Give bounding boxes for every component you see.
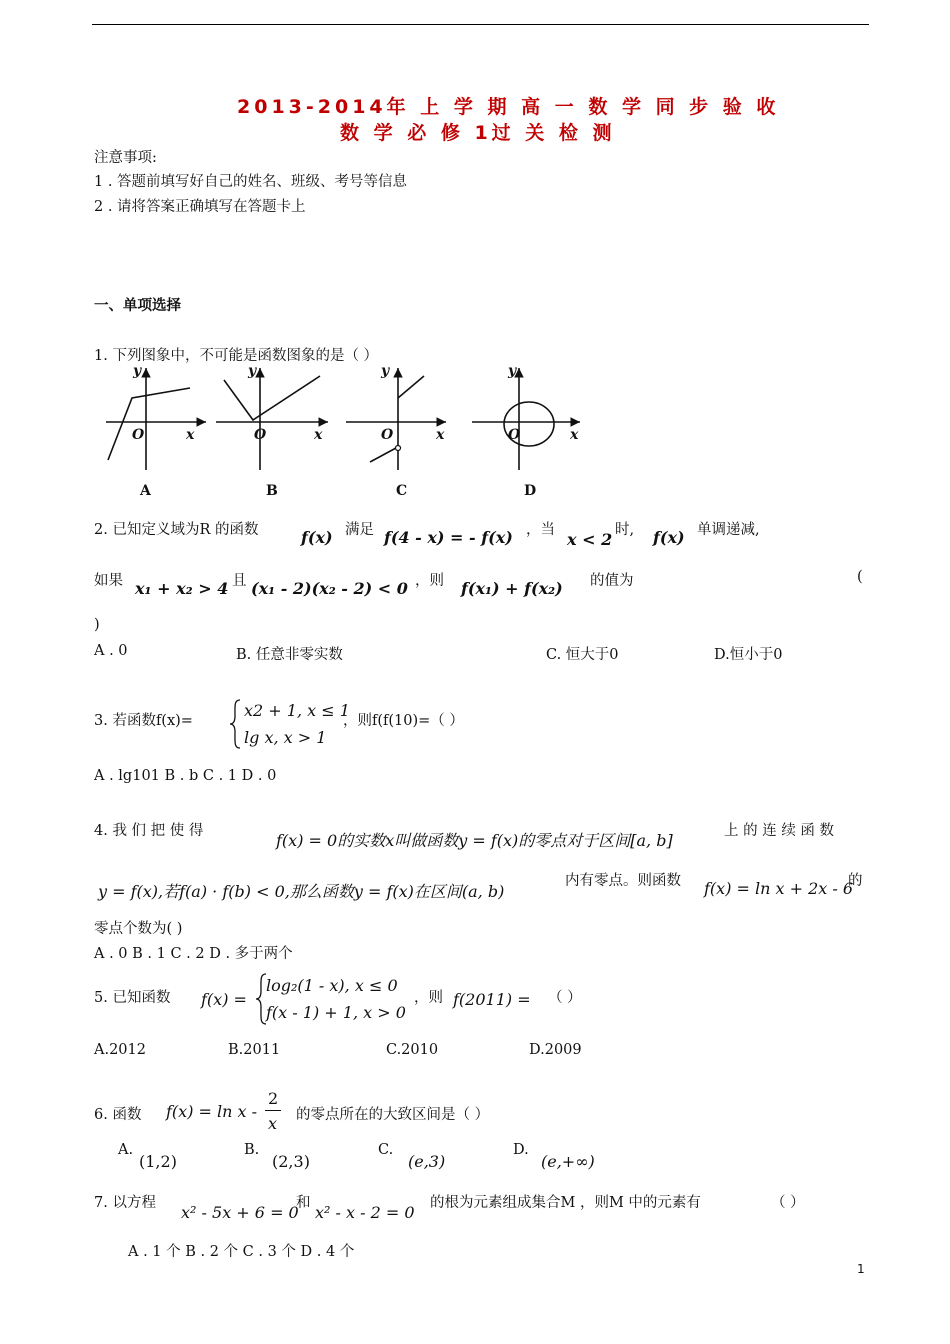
q3-brace (228, 698, 242, 750)
q5-option-b: B.2011 (228, 1042, 281, 1058)
q3-case-2: lg x, x > 1 (244, 728, 327, 747)
q6-math-function: f(x) = ln x - (166, 1102, 258, 1121)
top-rule (92, 24, 869, 25)
q4-text-continuous: 上 的 连 续 函 数 (724, 823, 835, 839)
q4-math-function: f(x) = ln x + 2x - 6 (704, 879, 854, 898)
q7-paren: （ ） (771, 1195, 805, 1211)
q5-math-f2011: f(2011) = (453, 990, 531, 1009)
q1-origin-c: O (381, 427, 394, 443)
q6-option-d-letter: D. (513, 1142, 529, 1158)
q2-option-c: C. 恒大于0 (546, 647, 619, 663)
title-line-2: 数 学 必 修 1过 关 检 测 (340, 122, 616, 144)
q5-option-a: A.2012 (94, 1042, 146, 1058)
notes-item-1: 1 . 答题前填写好自己的姓名、班级、考号等信息 (94, 174, 408, 190)
q3-stem-start: 3. 若函数f(x)= (94, 713, 193, 729)
q1-axis-y-b: y (248, 363, 257, 379)
q1-label-b: B (266, 483, 278, 499)
q2-math-fsum: f(x₁) + f(x₂) (461, 579, 563, 598)
q6-fraction-bar (265, 1110, 281, 1111)
q2-option-d: D.恒小于0 (714, 647, 783, 663)
q6-stem-start: 6. 函数 (94, 1107, 142, 1123)
q6-fraction-numerator: 2 (268, 1089, 279, 1108)
q5-paren: （ ） (548, 990, 582, 1006)
q7-math-equation-2: x² - x - 2 = 0 (315, 1203, 415, 1222)
q7-options: A . 1 个 B . 2 个 C . 3 个 D . 4 个 (128, 1244, 355, 1260)
q4-text-has-zero: 内有零点。则函数 (565, 873, 681, 889)
notes-item-2: 2 . 请将答案正确填写在答题卡上 (94, 199, 306, 215)
q1-axis-y-c: y (381, 363, 390, 379)
q6-option-c-value: (e,3) (408, 1152, 446, 1171)
q1-origin-d: O (508, 427, 521, 443)
q7-math-equation-1: x² - 5x + 6 = 0 (181, 1203, 299, 1222)
q2-math-product: (x₁ - 2)(x₂ - 2) < 0 (251, 579, 408, 598)
q2-stem-start: 2. 已知定义域为R 的函数 (94, 522, 259, 538)
q2-math-x-lt-2: x < 2 (567, 530, 613, 549)
q4-math-definition: f(x) = 0的实数x叫做函数y = f(x)的零点对于区间[a, b] (276, 831, 673, 850)
q1-label-a: A (140, 483, 151, 499)
q3-stem-end: ，则f(f(10)=（ ） (343, 713, 464, 729)
q2-text-then: ，则 (415, 573, 444, 589)
q1-origin-b: O (254, 427, 267, 443)
q6-option-a-letter: A. (118, 1142, 134, 1158)
q2-math-symmetry: f(4 - x) = - f(x) (384, 528, 513, 547)
q7-stem-end: 的根为元素组成集合M ，则M 中的元素有 (430, 1195, 701, 1211)
q5-case-1: log₂(1 - x), x ≤ 0 (266, 976, 398, 995)
q6-option-a-value: (1,2) (139, 1152, 177, 1171)
q4-stem-end: 零点个数为( ) (94, 921, 183, 937)
page-number: 1 (857, 1262, 865, 1276)
q1-axis-x-b: x (314, 427, 323, 443)
notes-label: 注意事项: (94, 150, 157, 166)
q2-text-when: ，当 (526, 522, 555, 538)
q5-option-c: C.2010 (386, 1042, 439, 1058)
q2-text-satisfies: 满足 (345, 522, 374, 538)
q4-text-of: 的 (848, 873, 863, 889)
q2-text-if: 如果 (94, 573, 123, 589)
q7-stem-start: 7. 以方程 (94, 1195, 156, 1211)
q1-label-d: D (524, 483, 537, 499)
q2-text-and: 且 (232, 573, 247, 589)
q2-paren-close: ) (94, 617, 100, 633)
q6-stem-end: 的零点所在的大致区间是（ ） (296, 1107, 490, 1123)
title-line-1: 2013-2014年 上 学 期 高 一 数 学 同 步 验 收 (237, 96, 780, 118)
q1-axis-y-d: y (508, 363, 517, 379)
q1-label-c: C (396, 483, 408, 499)
q5-math-lhs: f(x) = (201, 990, 247, 1009)
q2-option-b: B. 任意非零实数 (236, 647, 343, 663)
q7-text-and: 和 (296, 1195, 311, 1211)
q5-option-d: D.2009 (529, 1042, 582, 1058)
section-heading: 一、单项选择 (94, 298, 181, 314)
q6-option-c-letter: C. (378, 1142, 394, 1158)
q1-axis-y-a: y (133, 363, 142, 379)
q1-stem: 1. 下列图象中，不可能是函数图象的是（ ） (94, 348, 379, 364)
q1-graphs-figure (96, 360, 596, 500)
q6-option-b-value: (2,3) (272, 1152, 310, 1171)
q6-fraction-denominator: x (268, 1114, 278, 1133)
q2-math-fx-1: f(x) (301, 528, 333, 547)
q1-origin-a: O (132, 427, 145, 443)
q1-axis-x-d: x (570, 427, 579, 443)
q2-option-a: A . 0 (94, 643, 128, 659)
q2-text-time: 时, (615, 522, 635, 538)
q1-axis-x-a: x (186, 427, 195, 443)
q5-text-then: ，则 (414, 990, 443, 1006)
q4-stem-start: 4. 我 们 把 使 得 (94, 823, 204, 839)
q6-option-d-value: (e,+∞) (541, 1152, 595, 1171)
q4-options: A . 0 B . 1 C . 2 D . 多于两个 (94, 946, 293, 962)
q1-axis-x-c: x (436, 427, 445, 443)
q5-case-2: f(x - 1) + 1, x > 0 (266, 1003, 406, 1022)
q4-math-theorem: y = f(x),若f(a) · f(b) < 0,那么函数y = f(x)在区间(a, b) (98, 882, 505, 901)
q5-stem-start: 5. 已知函数 (94, 990, 171, 1006)
q2-text-decreasing: 单调递减, (697, 522, 760, 538)
q6-option-b-letter: B. (244, 1142, 260, 1158)
q2-paren-open: ( (857, 569, 863, 585)
q2-math-fx-2: f(x) (653, 528, 685, 547)
q3-case-1: x2 + 1, x ≤ 1 (244, 701, 350, 720)
q3-options: A . lg101 B . b C . 1 D . 0 (94, 768, 277, 784)
q2-text-value: 的值为 (590, 573, 634, 589)
q2-math-sum: x₁ + x₂ > 4 (135, 579, 229, 598)
